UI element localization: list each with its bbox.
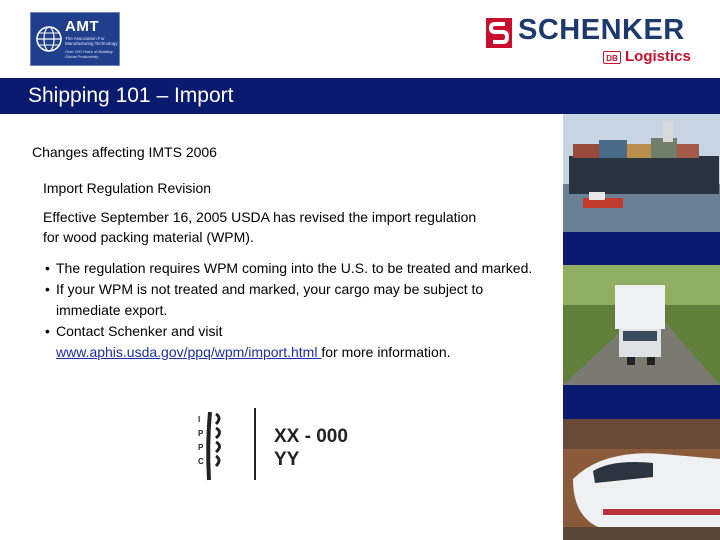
logistics-label: Logistics [625,48,691,65]
amt-logo-tagline: Over 100 Years of Building Global Productivity [65,49,113,59]
bullet-icon: • [45,260,50,276]
regulation-paragraph: Effective September 16, 2005 USDA has revised the import regulation for wood packing material (WPM). [43,209,477,245]
ippc-code [274,425,348,471]
globe-icon [35,25,63,53]
schenker-s-mark-icon [486,18,512,48]
ippc-letter: P [198,429,204,438]
ippc-code-line-2: YY [274,449,300,470]
ippc-code-line-1: XX - 000 [274,426,348,447]
ippc-mark [178,404,360,484]
list-item [43,258,543,279]
schenker-logo [486,16,692,68]
bullet-text: The regulation requires WPM coming into the U.S. to be treated and marked. [56,260,533,276]
schenker-wordmark: SCHENKER [518,14,685,46]
bullet-list [43,258,543,363]
db-badge: DB [603,51,621,64]
bullet-text: Contact Schenker and visit [56,323,223,339]
schenker-truck-photo [563,265,720,385]
ippc-letter: C [198,457,204,466]
bullet-text-suffix: for more information. [321,344,451,360]
bullet-text: If your WPM is not treated and marked, your cargo may be subject to immediate export. [56,281,484,318]
subsection-heading: Import Regulation Revision [43,180,212,196]
bullet-icon: • [45,323,50,339]
slide-title: Shipping 101 – Import [28,84,234,107]
photo-column [563,114,720,540]
bullet-icon: • [45,281,50,297]
ippc-letter: I [198,415,201,424]
container-ship-photo [563,114,720,232]
section-heading: Changes affecting IMTS 2006 [32,144,217,160]
amt-logo-subtitle: The Association For Manufacturing Technology [65,36,118,46]
aphis-link[interactable]: www.aphis.usda.gov/ppq/wpm/import.html [56,344,322,360]
amt-logo-title: AMT [65,18,99,35]
list-item [43,279,543,321]
list-item [43,321,543,363]
amt-logo [30,12,120,66]
train-photo [563,419,720,540]
title-band [0,78,720,114]
ippc-letter: P [198,443,204,452]
